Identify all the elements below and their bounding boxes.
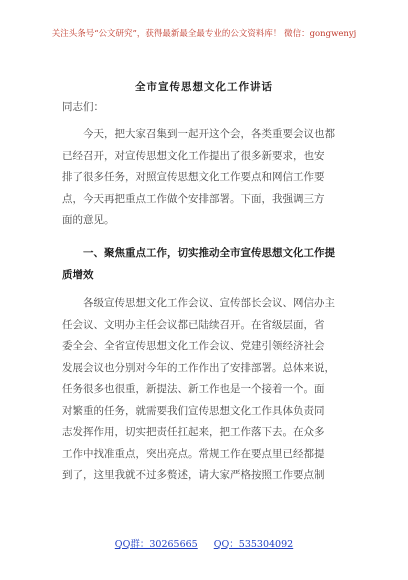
qq-link[interactable]: QQ：535304092 (213, 539, 294, 550)
paragraph-line: 排了很多任务，对照宣传思想文化工作要点和网信工作要 (62, 171, 325, 183)
paragraph-line: 今天，把大家召集到一起开这个会，各类重要会议也都 (83, 128, 335, 140)
paragraph-line: 各级宣传思想文化工作会议、宣传部长会议、网信办主 (83, 297, 335, 309)
paragraph-line: 到了，这里我就不过多赘述，请大家严格按照工作要点制 (62, 469, 325, 481)
salutation: 同志们： (62, 101, 104, 113)
paragraph-line: 对繁重的任务，就需要我们宣传思想文化工作具体负责同 (62, 404, 325, 417)
document-title: 全市宣传思想文化工作讲话 (135, 81, 273, 93)
paragraph-line: 任务很多也很重，新提法、新工作也是一个接着一个。面 (62, 383, 325, 395)
footer-contact (0, 536, 408, 550)
paragraph-line: 志发挥作用，切实把责任扛起来，把工作落下去。在众多 (62, 426, 325, 438)
paragraph-line: 已经召开，对宣传思想文化工作提出了很多新要求，也安 (62, 149, 325, 162)
paragraph-line: 面的意见。 (62, 214, 115, 226)
section-body-paragraph (62, 293, 346, 487)
paragraph-line: 发展会议也分别对今年的工作作出了安排部署。总体来说， (62, 361, 335, 374)
paragraph-line: 工作中找准重点，突出亮点。常规工作在要点里已经都提 (62, 447, 325, 460)
intro-paragraph (62, 124, 346, 232)
paragraph-line: 任会议、文明办主任会议都已陆续召开。在省级层面，省 (62, 318, 325, 331)
section-heading (62, 243, 346, 286)
heading-line: 一、聚焦重点工作，切实推动全市宣传思想文化工作提 (83, 247, 335, 259)
qq-group-link[interactable]: QQ群：30265665 (114, 539, 198, 550)
paragraph-line: 委全会、全省宣传思想文化工作会议、党建引领经济社会 (62, 340, 325, 352)
header-banner: 关注头条号“公文研究”，获得最新最全最专业的公文资料库！ 微信：gongwenyj (51, 29, 357, 39)
heading-line: 质增效 (62, 268, 94, 281)
paragraph-line: 点，今天再把重点工作做个安排部署。下面，我强调三方 (62, 192, 325, 205)
